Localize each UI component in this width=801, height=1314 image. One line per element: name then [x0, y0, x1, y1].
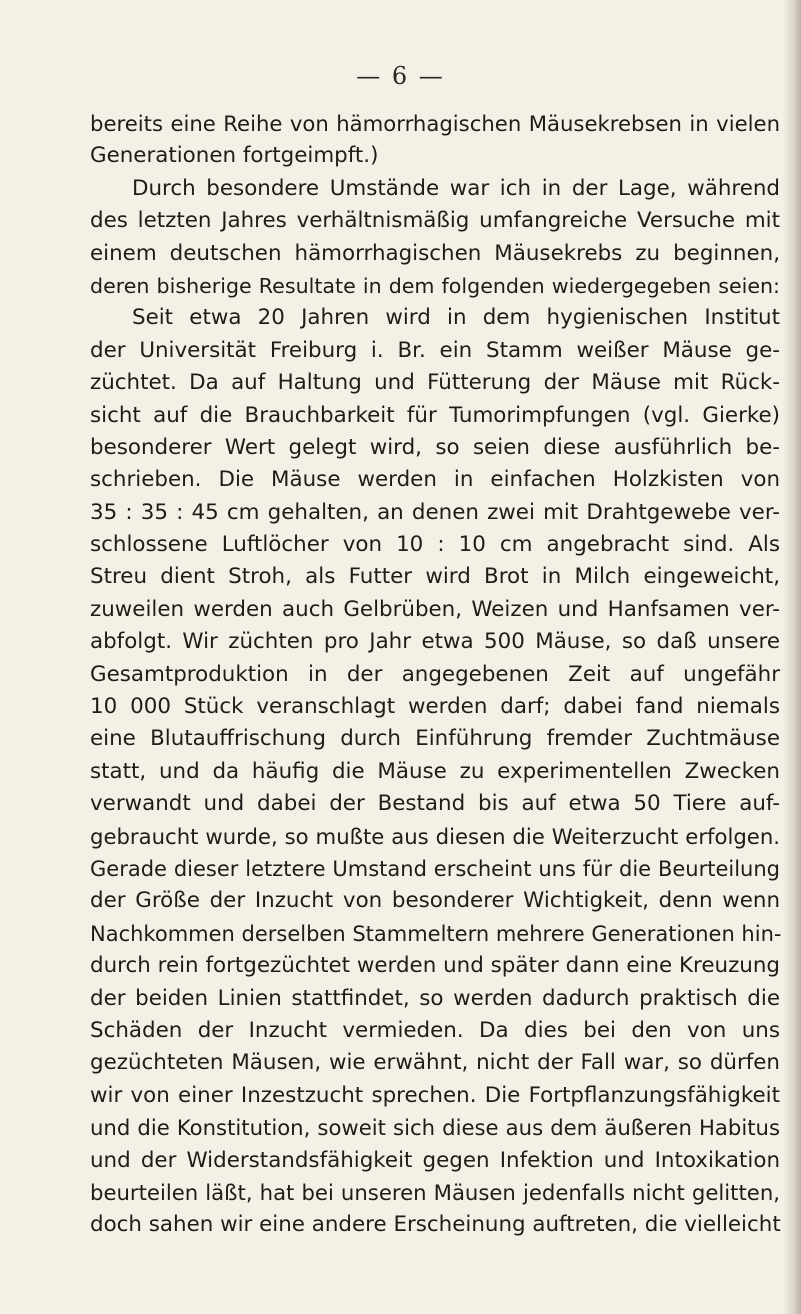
text-line: Gerade dieser letztere Umstand erscheint uns für die Beurteilung [90, 856, 780, 881]
text-line: zuweilen werden auch Gelbrüben, Weizen und Hanfsamen ver- [90, 596, 780, 622]
text-line: abfolgt. Wir züchten pro Jahr etwa 500 Mäuse, so daß unsere [90, 629, 780, 655]
text-line: deren bisherige Resultate in dem folgenden wiedergegeben seien: [90, 273, 780, 298]
text-line: des letzten Jahres verhältnismäßig umfangreiche Versuche mit [90, 208, 780, 234]
text-line: schrieben. Die Mäuse werden in einfachen Holzkisten von [90, 467, 780, 493]
text-line: 10 000 Stück veranschlagt werden darf; dabei fand niemals [90, 694, 780, 720]
text-line: und die Konstitution, soweit sich diese aus dem äußeren Habitus [90, 1115, 780, 1141]
text-line: besonderer Wert gelegt wird, so seien diese ausführlich be- [90, 434, 780, 460]
text-line: Nachkommen derselben Stammeltern mehrere Generationen hin- [90, 921, 782, 946]
body-text [90, 108, 780, 1242]
text-line: der Universität Freiburg i. Br. ein Stamm weißer Mäuse ge- [90, 337, 780, 363]
page-edge-shadow [783, 0, 801, 1314]
text-line: Streu dient Stroh, als Futter wird Brot in Milch eingeweicht, [90, 564, 780, 590]
text-line: doch sahen wir eine andere Erscheinung auftreten, die vielleicht [90, 1212, 781, 1238]
text-line: bereits eine Reihe von hämorrhagischen Mäusekrebsen in vielen [90, 111, 780, 136]
text-line: Schäden der Inzucht vermieden. Da dies bei den von uns [90, 1017, 780, 1043]
text-line: beurteilen läßt, hat bei unseren Mäusen jedenfalls nicht gelitten, [90, 1179, 780, 1205]
text-line: züchtet. Da auf Haltung und Fütterung der Mäuse mit Rück- [90, 370, 780, 396]
text-line: und der Widerstandsfähigkeit gegen Infektion und Intoxikation [90, 1147, 780, 1173]
text-line: Durch besondere Umstände war ich in der Lage, während [132, 175, 780, 201]
text-line: gebraucht wurde, so mußte aus diesen die Weiterzucht erfolgen. [90, 823, 780, 849]
text-line: durch rein fortgezüchtet werden und später dann eine Kreuzung [90, 953, 780, 979]
text-line: Seit etwa 20 Jahren wird in dem hygienischen Institut [132, 305, 780, 331]
text-line: Generationen fortgeimpft.) [90, 143, 379, 169]
text-line: statt, und da häufig die Mäuse zu experimentellen Zwecken [90, 758, 780, 784]
text-line: der Größe der Inzucht von besonderer Wichtigkeit, denn wenn [90, 888, 780, 914]
text-line: 35 : 35 : 45 cm gehalten, an denen zwei mit Drahtgewebe ver- [90, 499, 780, 525]
text-line: einem deutschen hämorrhagischen Mäusekrebs zu beginnen, [90, 240, 780, 266]
text-line: schlossene Luftlöcher von 10 : 10 cm angebracht sind. Als [90, 532, 780, 558]
text-line: sicht auf die Brauchbarkeit für Tumorimpfungen (vgl. Gierke) [90, 402, 780, 428]
text-line: eine Blutauffrischung durch Einführung fremder Zuchtmäuse [90, 726, 780, 752]
text-line: wir von einer Inzestzucht sprechen. Die Fortpflanzungsfähigkeit [90, 1082, 780, 1108]
page-number: — 6 — [356, 62, 445, 90]
text-line: Gesamtproduktion in der angegebenen Zeit auf ungefähr [90, 661, 780, 687]
text-line: gezüchteten Mäusen, wie erwähnt, nicht der Fall war, so dürfen [90, 1050, 780, 1076]
text-line: verwandt und dabei der Bestand bis auf etwa 50 Tiere auf- [90, 791, 780, 817]
text-line: der beiden Linien stattfindet, so werden dadurch praktisch die [90, 985, 780, 1011]
